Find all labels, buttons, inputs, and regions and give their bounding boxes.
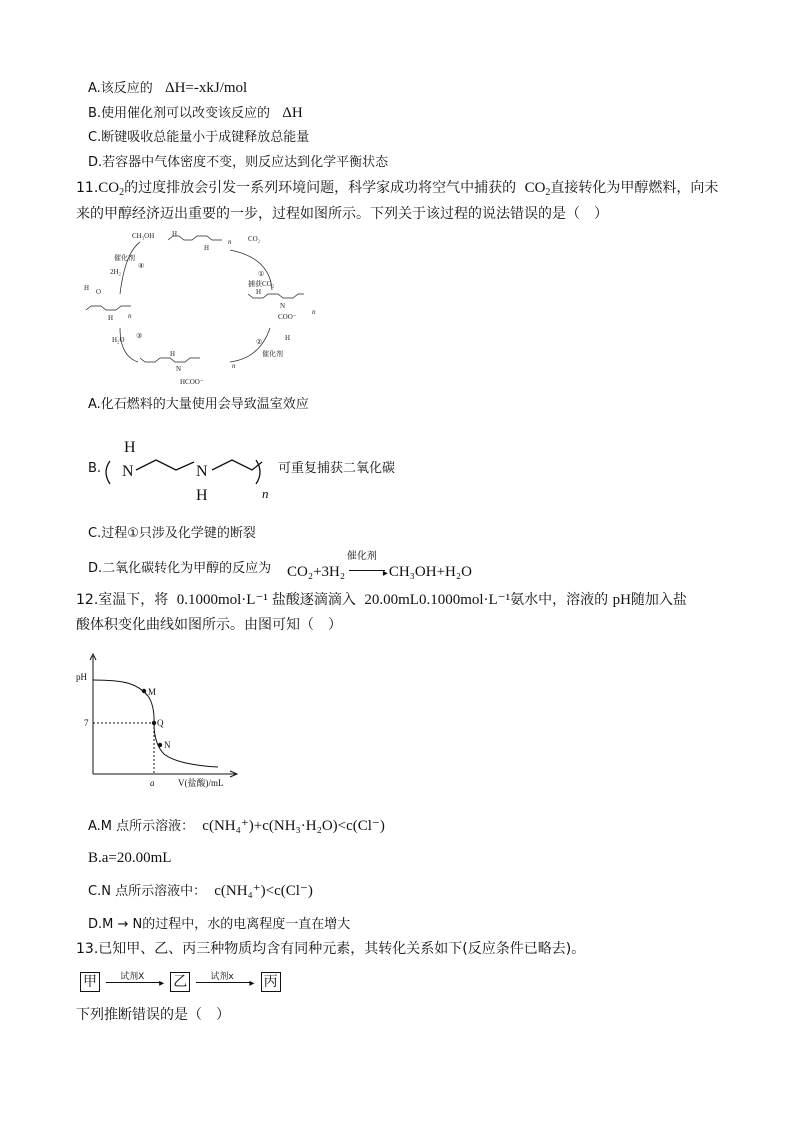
q11-stem-text-a: 的过度排放会引发一系列环境问题，科学家成功将空气中捕获的 — [124, 180, 517, 196]
reagent-1: 试剂X — [120, 972, 145, 982]
q11-stem-text-b: 直接转化为甲醇燃料，向未 — [550, 180, 719, 196]
q12-stem-line1 — [76, 591, 687, 609]
point-n — [158, 743, 162, 747]
svg-text:N: N — [280, 302, 286, 310]
svg-text:H: H — [196, 487, 208, 504]
q10-option-c: C.断键吸收总能量小于成键释放总能量 — [88, 130, 310, 145]
q12-option-d-prefix: D.M → N — [88, 917, 143, 932]
q12-option-d — [88, 916, 350, 934]
svg-text:H: H — [108, 314, 114, 322]
svg-text:③: ③ — [136, 332, 143, 340]
q10-option-a-formula: ΔH=-xkJ/mol — [164, 80, 248, 96]
q12-stem-c: 盐酸逐滴滴入 — [271, 592, 356, 608]
q10-option-a-text: A.该反应的 — [88, 81, 153, 96]
reagent-2: 试剂x — [210, 972, 234, 982]
svg-text:H: H — [172, 230, 178, 238]
q11-option-d-equation — [287, 551, 472, 581]
q13-stem: 13.已知甲、乙、丙三种物质均含有同种元素，其转化关系如下(反应条件已略去)。 — [76, 941, 586, 957]
svg-text:H: H — [285, 334, 291, 342]
svg-text:n: n — [128, 312, 132, 320]
equation-right: CH₃OH+H₂O — [388, 564, 472, 580]
q10-option-b — [88, 104, 303, 123]
svg-text:N: N — [196, 463, 208, 480]
svg-text:HCOO⁻: HCOO⁻ — [180, 378, 204, 386]
svg-text:②: ② — [256, 338, 263, 346]
svg-text:N: N — [176, 365, 182, 373]
svg-text:①: ① — [258, 270, 265, 278]
box-bing: 丙 — [261, 972, 281, 992]
q12-conc-a: 0.1000mol·L⁻¹ — [176, 592, 268, 608]
q12-option-a-formula: c(NH₄⁺)+c(NH₃·H₂O)<c(Cl⁻) — [202, 818, 385, 834]
svg-text:H₂O: H₂O — [112, 336, 125, 344]
svg-text:H: H — [256, 288, 262, 296]
q12-stem-line2: 酸体积变化曲线如图所示。由图可知（ ） — [76, 617, 342, 633]
point-q — [152, 721, 156, 725]
q11-option-d — [88, 560, 271, 578]
q12-ph: pH — [612, 592, 631, 608]
q12-option-b — [88, 849, 171, 868]
q10-option-b-text: B.使用催化剂可以改变该反应的 — [88, 106, 271, 121]
svg-text:H: H — [84, 284, 90, 292]
svg-text:H: H — [124, 439, 136, 456]
q10-option-b-formula: ΔH — [282, 105, 303, 121]
q11-co2-b-sub: 2 — [545, 187, 551, 198]
q11-option-b-structure — [100, 436, 280, 508]
label-n: N — [164, 740, 171, 750]
q12-option-b-text: B.a=20.00mL — [88, 850, 172, 866]
q11-option-b-label: B. — [88, 461, 102, 476]
q13-transformation — [80, 972, 281, 994]
label-q: Q — [157, 718, 164, 728]
q12-option-c-formula: c(NH₄⁺)<c(Cl⁻) — [214, 883, 313, 899]
box-yi: 乙 — [170, 972, 190, 992]
x-tick-a: a — [150, 778, 155, 788]
q11-stem-line2: 来的甲醇经济迈出重要的一步，过程如图所示。下列关于该过程的说法错误的是（ ） — [76, 206, 608, 222]
svg-text:催化剂: 催化剂 — [262, 350, 283, 358]
cycle-ch3oh: CH₃OH — [132, 232, 155, 240]
q11-co2-b: CO — [524, 180, 546, 196]
svg-text:n: n — [262, 486, 269, 501]
arrow-1: 试剂X ▸ — [104, 972, 166, 992]
svg-text:N: N — [122, 463, 134, 480]
q13-ask: 下列推断错误的是（ ） — [76, 1007, 230, 1023]
y-axis-label: pH — [76, 672, 87, 682]
q12-stem-a: 12.室温下，将 — [76, 592, 169, 608]
q12-option-a-text: A.M 点所示溶液： — [88, 819, 195, 834]
q10-option-a — [88, 79, 247, 98]
svg-text:捕获CO₂: 捕获CO₂ — [248, 280, 275, 288]
q12-titration-chart — [76, 648, 246, 790]
label-m: M — [148, 687, 157, 697]
q11-option-c: C.过程①只涉及化学键的断裂 — [88, 526, 256, 541]
point-m — [142, 689, 146, 693]
arrow-2: 试剂x ▸ — [194, 972, 256, 992]
catalyst-arrow: 催化剂 ▸ — [349, 562, 389, 576]
q12-option-a — [88, 817, 385, 836]
equation-left: CO₂+3H₂ — [287, 564, 346, 580]
q12-conc-b: 0.1000mol·L⁻¹ — [418, 592, 511, 608]
box-jia: 甲 — [80, 972, 100, 992]
svg-text:n: n — [312, 308, 316, 316]
q10-option-d: D.若容器中气体密度不变，则反应达到化学平衡状态 — [88, 155, 389, 170]
q12-option-c-text: C.N 点所示溶液中： — [88, 884, 207, 899]
q11-cycle-diagram — [80, 228, 330, 388]
y-tick-7: 7 — [84, 718, 89, 728]
q11-co2-a-sub: 2 — [119, 187, 125, 198]
svg-text:H: H — [170, 350, 176, 358]
q12-option-d-text: 的过程中，水的电离程度一直在增大 — [142, 917, 351, 932]
q11-option-b-text: 可重复捕获二氧化碳 — [278, 461, 396, 476]
svg-text:④: ④ — [138, 262, 145, 270]
svg-text:O: O — [96, 288, 102, 296]
svg-text:催化剂: 催化剂 — [114, 254, 135, 262]
q12-stem-f: 氨水中，溶液的 — [510, 592, 609, 608]
q11-stem-line1 — [76, 179, 718, 202]
x-axis-label: V(盐酸)/mL — [178, 778, 224, 788]
svg-text:H: H — [204, 244, 210, 252]
q12-option-c — [88, 882, 313, 901]
q12-stem-h: 随加入盐 — [630, 592, 687, 608]
q11-option-d-text: D.二氧化碳转化为甲醇的反应为 — [88, 561, 272, 576]
svg-text:COO⁻: COO⁻ — [278, 313, 297, 321]
svg-text:n: n — [228, 238, 232, 246]
q11-number: 11. — [76, 180, 99, 196]
q12-volume: 20.00mL — [364, 592, 419, 608]
q11-co2-a: CO — [98, 180, 120, 196]
svg-text:2H₂: 2H₂ — [110, 268, 121, 276]
catalyst-label: 催化剂 — [346, 551, 377, 562]
svg-text:n: n — [232, 362, 236, 370]
q11-option-a: A.化石燃料的大量使用会导致温室效应 — [88, 397, 309, 412]
svg-text:CO₂: CO₂ — [248, 235, 261, 243]
